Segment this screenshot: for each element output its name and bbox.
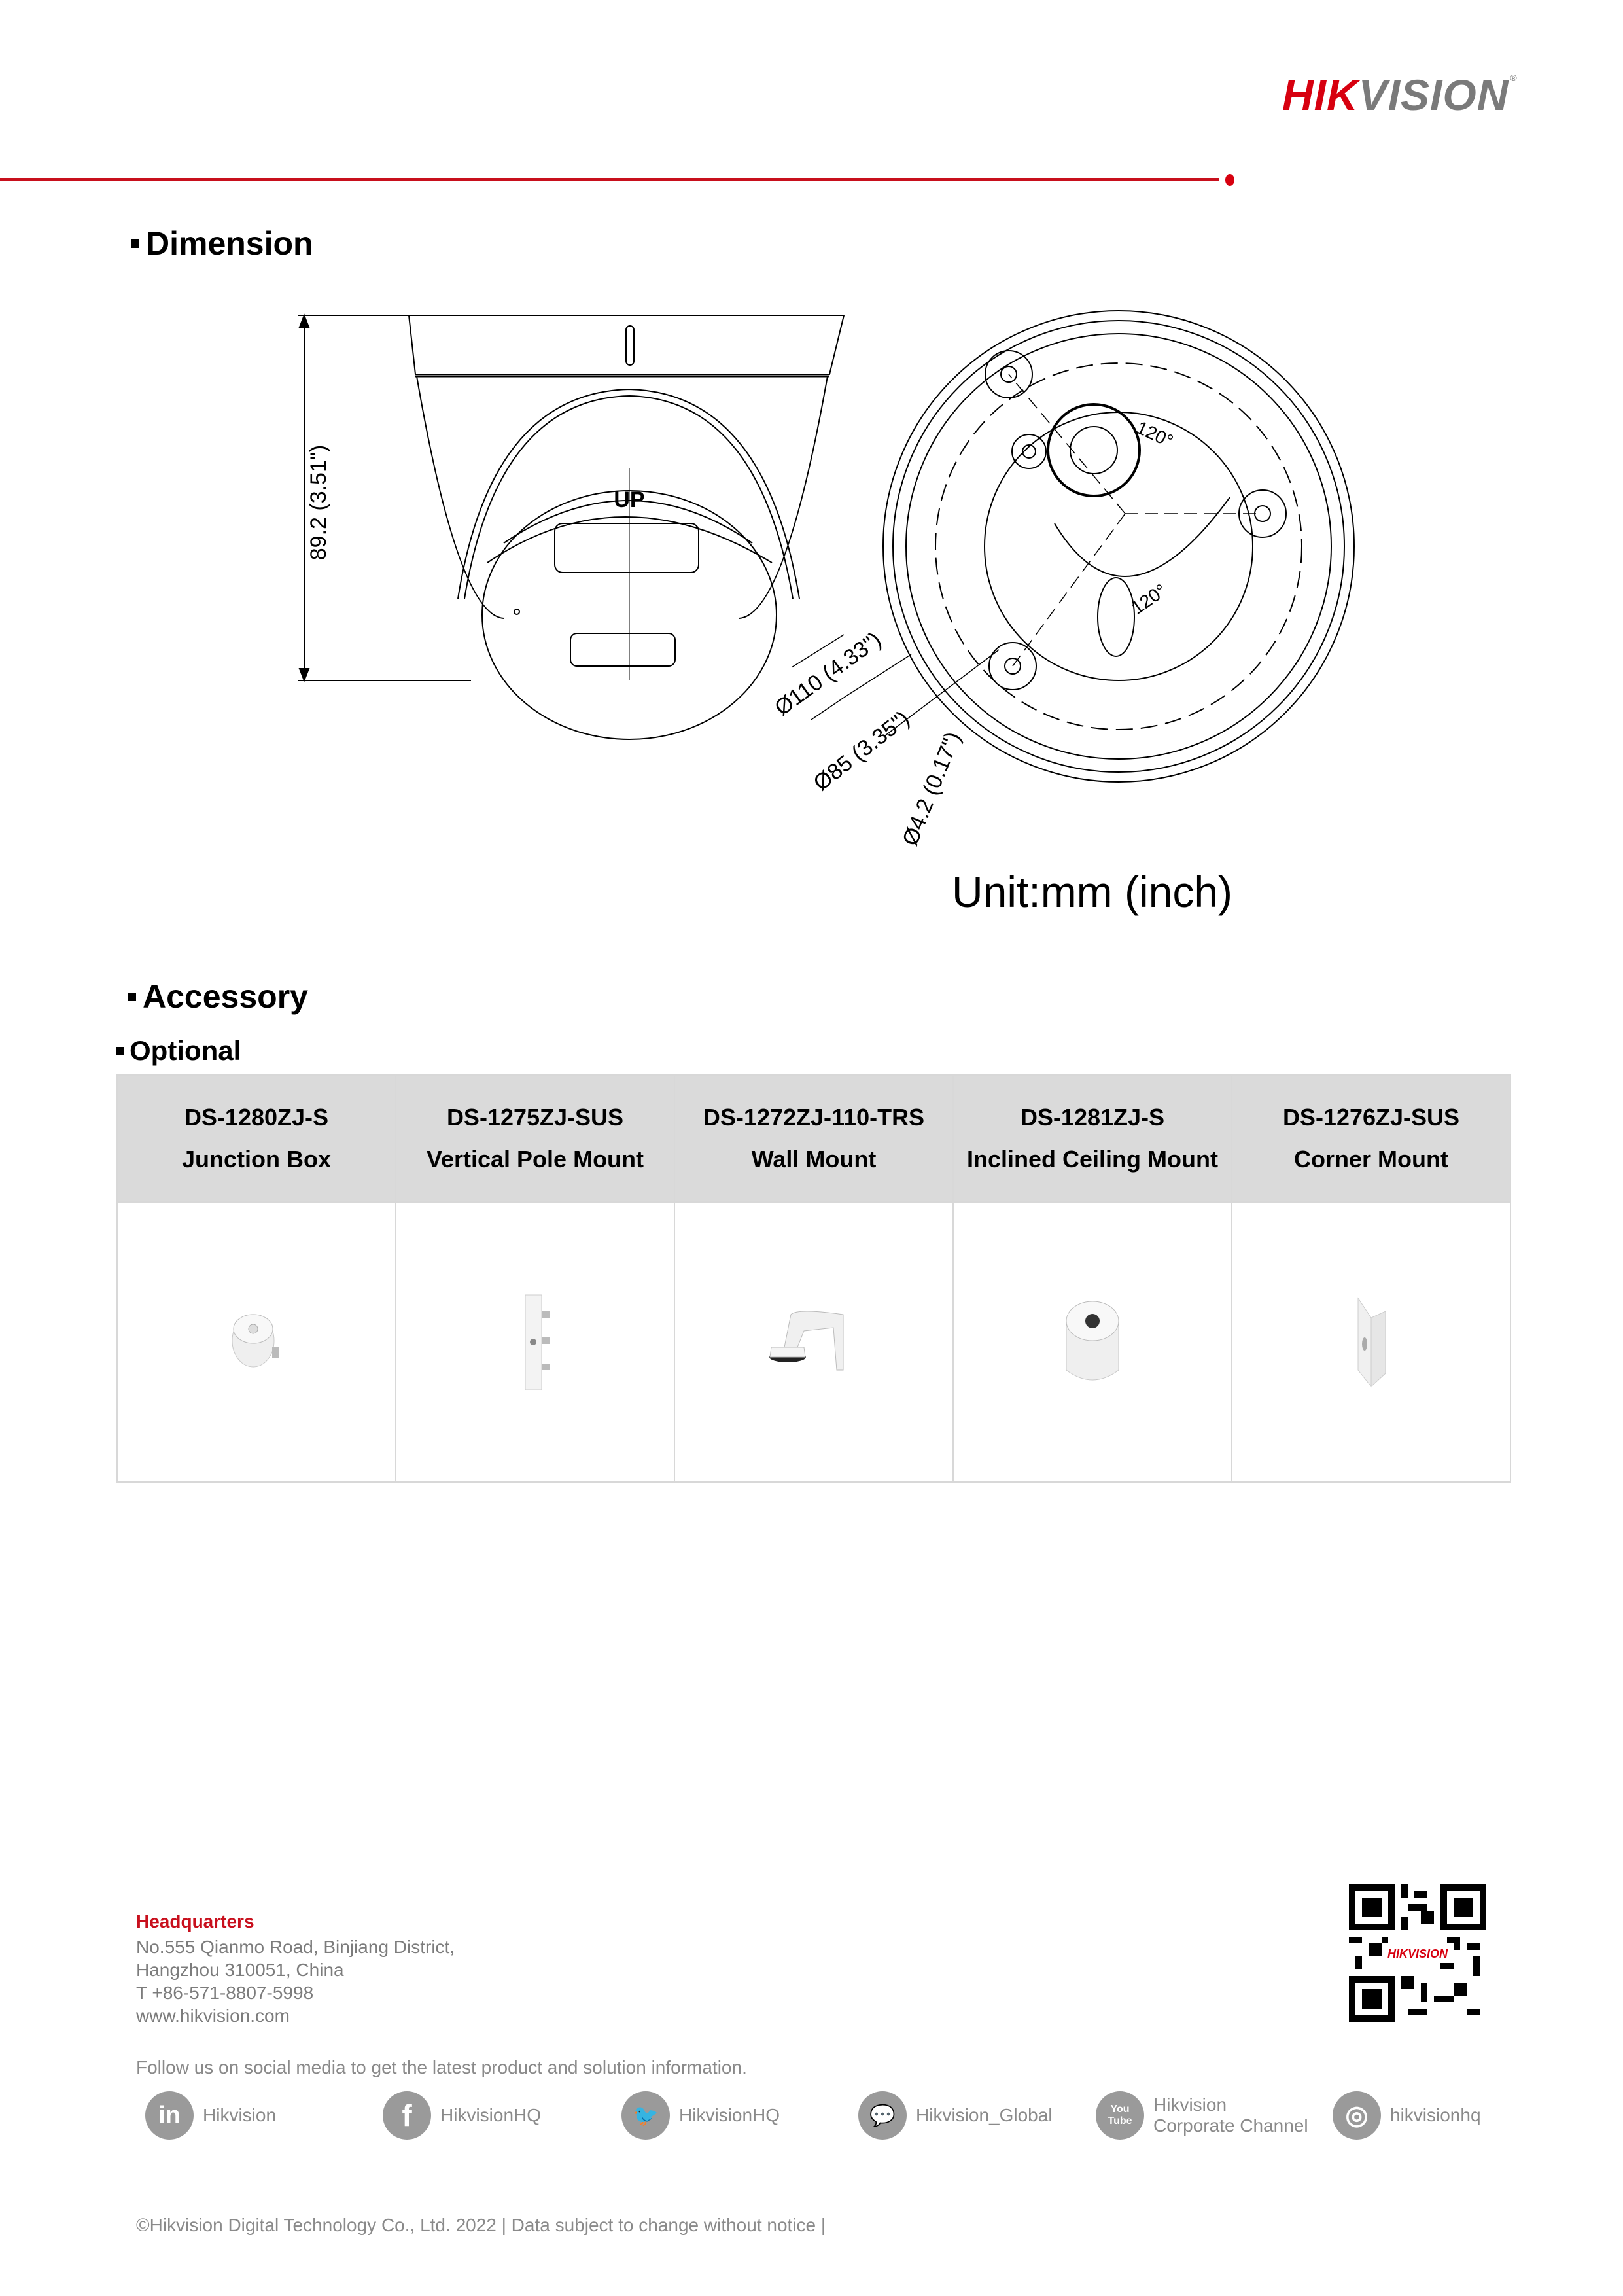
wall-mount-image [758, 1301, 869, 1380]
hikvision-logo [1282, 71, 1518, 119]
twitter-icon: 🐦 [621, 2091, 670, 2140]
social-label: Hikvision [203, 2105, 277, 2125]
header-divider [0, 178, 1219, 181]
accessory-model: DS-1280ZJ-S [184, 1104, 329, 1131]
accessory-model: DS-1272ZJ-110-TRS [703, 1104, 925, 1131]
social-linkedin[interactable] [145, 2091, 276, 2140]
accessory-header-cell [1232, 1075, 1510, 1202]
bullet-icon [131, 239, 139, 248]
accessory-image-cell [674, 1202, 953, 1482]
accessory-model: DS-1281ZJ-S [1020, 1104, 1165, 1131]
dimension-heading [131, 227, 313, 260]
social-twitter[interactable] [621, 2091, 780, 2140]
logo-hik: HIK [1282, 71, 1359, 119]
accessory-name: Corner Mount [1294, 1146, 1448, 1173]
side-view-drawing [298, 315, 844, 739]
svg-text:HIKVISION: HIKVISION [1387, 1947, 1448, 1960]
optional-subheading-text: Optional [130, 1035, 241, 1066]
header-divider-dot [1225, 174, 1234, 186]
accessory-image-cell [117, 1202, 396, 1482]
accessory-name: Inclined Ceiling Mount [967, 1146, 1218, 1173]
accessory-name: Junction Box [181, 1146, 331, 1173]
dimension-heading-text: Dimension [146, 225, 313, 262]
social-youtube[interactable] [1096, 2091, 1308, 2140]
hq-website-link[interactable]: www.hikvision.com [136, 2005, 290, 2026]
top-view-drawing [792, 311, 1354, 782]
accessory-image-cell [953, 1202, 1232, 1482]
hq-address-line: No.555 Qianmo Road, Binjiang District, [136, 1937, 455, 1957]
logo-vision: VISION [1358, 71, 1509, 119]
accessory-model: DS-1275ZJ-SUS [446, 1104, 624, 1131]
pole-mount-image [509, 1288, 561, 1393]
accessory-model: DS-1276ZJ-SUS [1282, 1104, 1460, 1131]
social-label: HikvisionHQ [679, 2105, 780, 2125]
copyright-text: ©Hikvision Digital Technology Co., Ltd. 2022 | Data subject to change without notice | [136, 2215, 826, 2235]
accessory-name: Wall Mount [751, 1146, 877, 1173]
instagram-icon: ◎ [1333, 2091, 1381, 2140]
svg-text:UP: UP [614, 487, 645, 512]
social-label [1153, 2094, 1308, 2136]
bullet-icon [128, 993, 136, 1001]
social-label-line: Corporate Channel [1153, 2115, 1308, 2136]
unit-label: Unit:mm (inch) [952, 868, 1233, 916]
hq-address [136, 1935, 455, 2027]
accessory-header-cell [953, 1075, 1232, 1202]
follow-text: Follow us on social media to get the latest product and solution information. [136, 2057, 747, 2077]
social-label: hikvisionhq [1390, 2105, 1481, 2125]
qr-code [1349, 1884, 1486, 2022]
inclined-ceiling-mount-image [1056, 1292, 1128, 1390]
accessory-header-row [117, 1075, 1510, 1202]
wechat-icon: 💬 [858, 2091, 907, 2140]
optional-subheading [116, 1037, 241, 1065]
facebook-icon: f [383, 2091, 431, 2140]
svg-text:Ø110 (4.33"): Ø110 (4.33") [770, 627, 886, 721]
svg-text:120°: 120° [1127, 580, 1170, 618]
svg-text:Ø4.2 (0.17"): Ø4.2 (0.17") [898, 728, 966, 849]
social-label: HikvisionHQ [440, 2105, 542, 2125]
accessory-table [116, 1074, 1511, 1483]
accessory-name: Vertical Pole Mount [426, 1146, 644, 1173]
accessory-image-cell [1232, 1202, 1510, 1482]
junction-box-image [217, 1301, 296, 1380]
accessory-image-cell [396, 1202, 674, 1482]
accessory-heading-text: Accessory [143, 978, 308, 1015]
social-label-line: Hikvision [1153, 2094, 1227, 2115]
linkedin-icon: in [145, 2091, 194, 2140]
corner-mount-image [1345, 1292, 1397, 1390]
social-label: Hikvision_Global [916, 2105, 1053, 2125]
hq-phone: T +86-571-8807-5998 [136, 1983, 314, 2003]
svg-text:120°: 120° [1133, 417, 1177, 451]
registered-mark: ® [1510, 73, 1518, 83]
social-wechat[interactable] [858, 2091, 1053, 2140]
bullet-icon [116, 1047, 124, 1055]
accessory-header-cell [396, 1075, 674, 1202]
youtube-icon: You Tube [1096, 2091, 1144, 2140]
accessory-image-row [117, 1202, 1510, 1482]
accessory-header-cell [674, 1075, 953, 1202]
svg-text:89.2 (3.51"): 89.2 (3.51") [306, 444, 331, 561]
hq-title: Headquarters [136, 1911, 254, 1932]
social-instagram[interactable] [1333, 2091, 1481, 2140]
svg-text:Ø85 (3.35"): Ø85 (3.35") [809, 705, 915, 796]
accessory-header-cell [117, 1075, 396, 1202]
dimension-drawing [262, 288, 1361, 877]
social-facebook[interactable] [383, 2091, 541, 2140]
hq-address-line: Hangzhou 310051, China [136, 1960, 344, 1980]
accessory-heading [128, 980, 308, 1013]
